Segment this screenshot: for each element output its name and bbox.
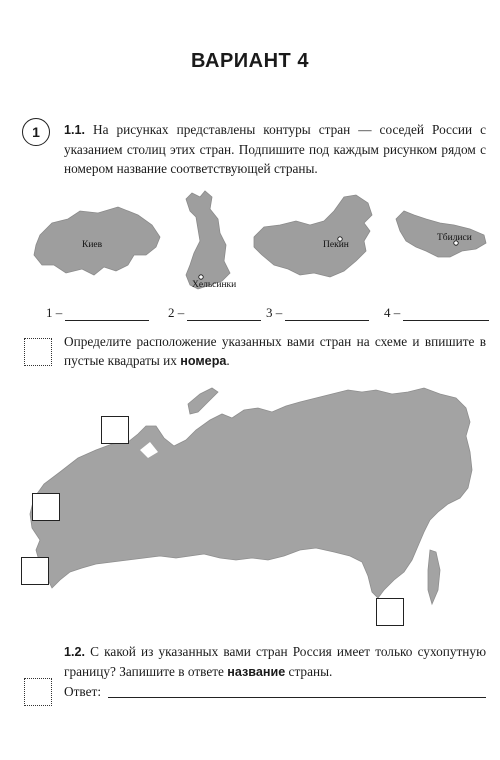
map-answer-box-north[interactable] bbox=[101, 416, 129, 444]
china-map bbox=[254, 195, 372, 277]
helsinki-marker bbox=[199, 275, 203, 279]
answer-slot-1: 1 – bbox=[46, 305, 149, 321]
question-1-1-text: На рисунках представлены контуры стран — соседей России с указанием столиц этих стран. Подпишите под каждым рисунком рядом с номером название соответствующей страны. bbox=[64, 122, 486, 176]
answer-slot-2: 2 – bbox=[168, 305, 261, 321]
capital-label-2: Хельсинки bbox=[192, 280, 237, 290]
capital-label-3: Пекин bbox=[323, 240, 349, 250]
answer-label: Ответ: bbox=[64, 684, 102, 699]
answer-line-1[interactable] bbox=[65, 306, 149, 321]
map-answer-box-west[interactable] bbox=[32, 493, 60, 521]
task-number-badge: 1 bbox=[22, 118, 50, 146]
map-answer-box-south[interactable] bbox=[21, 557, 49, 585]
score-box-2[interactable] bbox=[24, 678, 52, 706]
question-1-1-number: 1.1. bbox=[64, 123, 86, 137]
map-answer-box-east[interactable] bbox=[376, 598, 404, 626]
capital-label-4: Тбилиси bbox=[437, 233, 472, 243]
answer-line-2[interactable] bbox=[187, 306, 261, 321]
score-box-1[interactable] bbox=[24, 338, 52, 366]
russia-shape bbox=[30, 388, 472, 598]
question-1-1 bbox=[64, 120, 486, 178]
question-1-2: 1.2. С какой из указанных вами стран Россия имеет только сухопутную границу? Запишите в ответе название страны. bbox=[64, 644, 487, 679]
page-title: ВАРИАНТ 4 bbox=[191, 50, 309, 72]
question-1-1-part-2: Определите расположение указанных вами стран на схеме и впишите в пустые квадраты их номера. bbox=[64, 334, 486, 368]
answer-line-4[interactable] bbox=[403, 306, 489, 321]
country-maps bbox=[0, 185, 500, 305]
finland-map bbox=[186, 191, 230, 289]
answer-slot-3: 3 – bbox=[266, 305, 369, 321]
answer-slot-4: 4 – bbox=[384, 305, 489, 321]
capital-label-1: Киев bbox=[82, 240, 103, 250]
answer-input-line[interactable] bbox=[108, 697, 486, 698]
answer-line-3[interactable] bbox=[285, 306, 369, 321]
russia-map bbox=[0, 380, 500, 630]
novaya-zemlya-shape bbox=[188, 388, 218, 414]
sakhalin-shape bbox=[428, 550, 440, 604]
